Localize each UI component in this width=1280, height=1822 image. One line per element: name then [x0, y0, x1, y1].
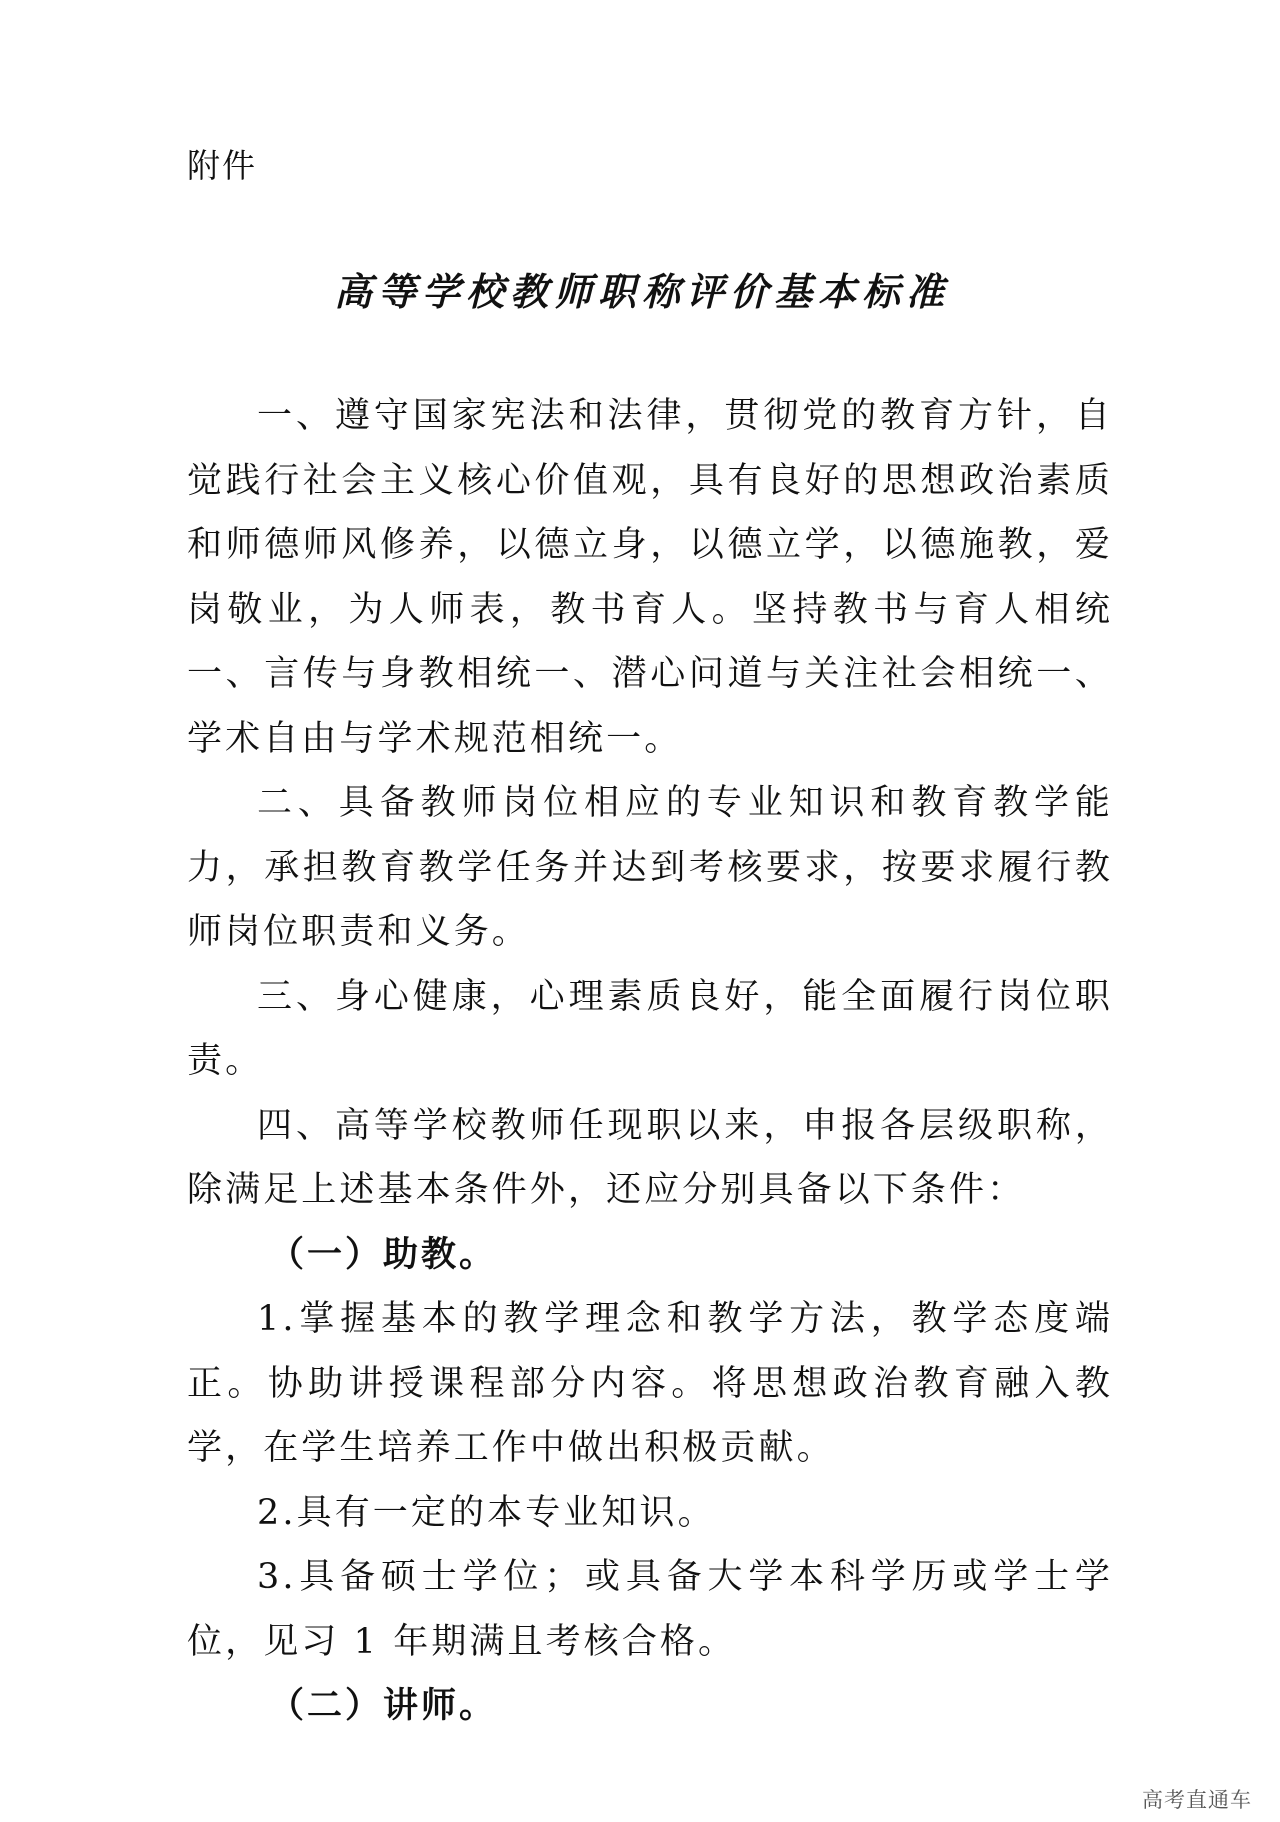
- document-title: 高等学校教师职称评价基本标准: [333, 269, 950, 314]
- paragraph-6: 2.具有一定的本专业知识。: [257, 1492, 716, 1533]
- attachment-label: 附件: [187, 146, 257, 185]
- section-heading-assistant: （一）助教。: [269, 1233, 498, 1275]
- paragraph-2: 二、具备教师岗位相应的专业知识和教育教学能力，承担教育教学任务并达到考核要求，按要求履行教师岗位职责和义务。: [187, 783, 1113, 952]
- watermark-text: 高考直通车: [1142, 1788, 1252, 1812]
- paragraph-5: 1.掌握基本的教学理念和教学方法，教学态度端正。协助讲授课程部分内容。将思想政治教育融入教学，在学生培养工作中做出积极贡献。: [187, 1299, 1113, 1468]
- section-heading-lecturer: （二）讲师。: [269, 1685, 498, 1726]
- paragraph-7: 3.具备硕士学位；或具备大学本科学历或学士学位，见习 1 年期满且考核合格。: [187, 1557, 1113, 1662]
- paragraph-1: 一、遵守国家宪法和法律，贯彻党的教育方针，自觉践行社会主义核心价值观，具有良好的思想政治素质和师德师风修养，以德立身，以德立学，以德施教，爱岗敬业，为人师表，教书育人。坚持教书与育人相统一、言传与身教相统一、潜心问道与关注社会相统一、学术自由与学术规范相统一。: [187, 396, 1113, 759]
- paragraph-4: 四、高等学校教师任现职以来，申报各层级职称，除满足上述基本条件外，还应分别具备以下条件：: [187, 1105, 1113, 1210]
- document-body: [187, 384, 1113, 1739]
- paragraph-3: 三、身心健康，心理素质良好，能全面履行岗位职责。: [187, 976, 1113, 1081]
